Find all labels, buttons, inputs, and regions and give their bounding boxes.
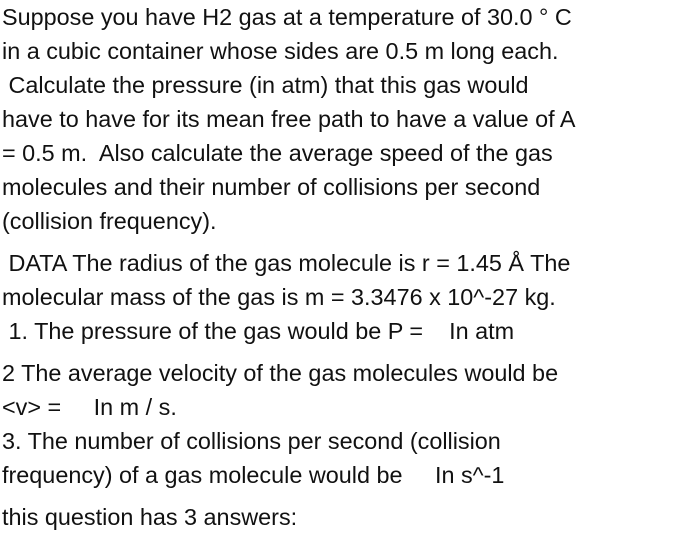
question-line: in a cubic container whose sides are 0.5 m long each. (2, 38, 559, 64)
question-line: Calculate the pressure (in atm) that this gas would (2, 72, 529, 98)
question-line: = 0.5 m. Also calculate the average speed of the gas (2, 140, 553, 166)
footer-line: this question has 3 answers: (2, 504, 298, 530)
question-line: (collision frequency). (2, 208, 217, 234)
answer-line: 2 The average velocity of the gas molecules would be (2, 360, 559, 386)
question-line: have to have for its mean free path to have a value of A (2, 106, 576, 132)
answer-line: 3. The number of collisions per second (collision (2, 428, 501, 454)
answer-line: 1. The pressure of the gas would be P = In atm (2, 318, 515, 344)
data-line: molecular mass of the gas is m = 3.3476 x 10^-27 kg. (2, 284, 556, 310)
question-line: molecules and their number of collisions per second (2, 174, 541, 200)
answer-line: frequency) of a gas molecule would be In s^-1 (2, 462, 505, 488)
data-line: DATA The radius of the gas molecule is r = 1.45 Å The (2, 250, 571, 276)
answer-line: <v> = In m / s. (2, 394, 177, 420)
question-line: Suppose you have H2 gas at a temperature of 30.0 ° C (2, 4, 572, 30)
